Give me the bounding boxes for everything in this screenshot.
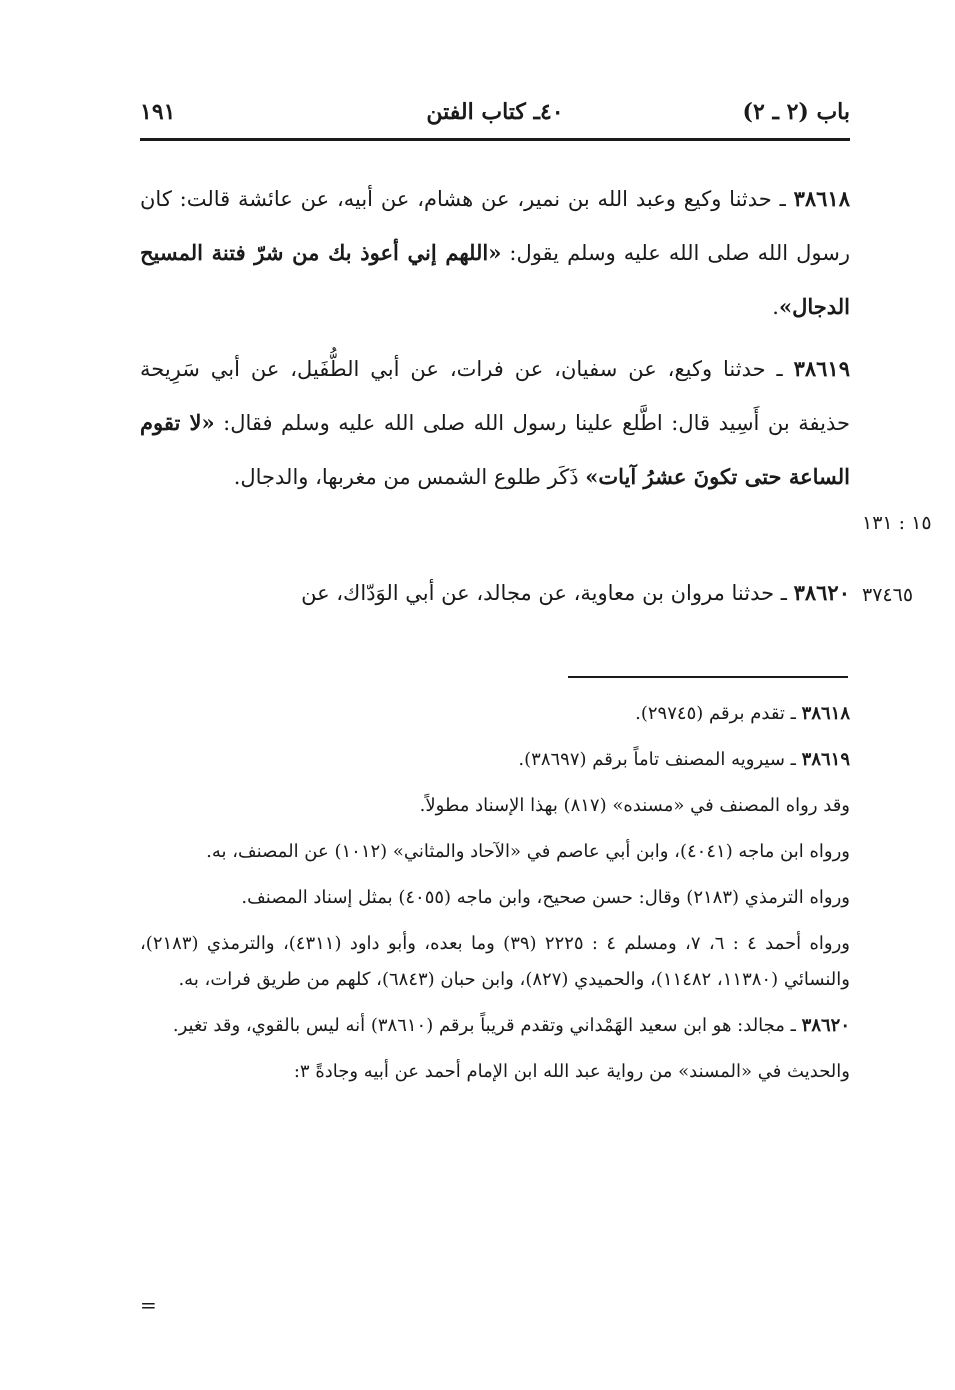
footnote (140, 696, 850, 732)
hadith-text-end: ذَكَر طلوع الشمس من مغربها، والدجال. (233, 465, 586, 489)
hadith-number: ٣٨٦١٨ (793, 186, 850, 211)
footnote: والحديث في «المسند» من رواية عبد الله ابن الإمام أحمد عن أبيه وجادةً ٣: (293, 1061, 850, 1082)
footnotes (140, 696, 850, 1100)
hadith-paragraph (140, 566, 850, 620)
hadith-number: ٣٨٦٢٠ (793, 580, 850, 605)
hadith-38620 (140, 566, 850, 620)
book-title: ٤٠ـ كتاب الفتن (426, 99, 564, 125)
hadith-quote: «اللهم إني أعوذ بك من شرّ فتنة المسيح الدجال» (140, 240, 850, 319)
footnote-number: ٣٨٦٢٠ (801, 1015, 850, 1036)
footnote-number: ٣٨٦١٩ (801, 749, 850, 770)
hadith-text: ـ حدثنا وكيع وعبد الله بن نمير، عن هشام، عن أبيه، عن عائشة قالت: كان رسول الله صلى الله عليه وسلم يقول: (140, 187, 850, 265)
page-number: ١٩١ (140, 99, 176, 125)
page-header (140, 92, 850, 132)
footnote (140, 1008, 850, 1044)
margin-reference: ٣٧٤٦٥ (862, 584, 914, 606)
chapter-heading: باب (٢ ـ ٢) (742, 99, 850, 125)
footnote-text: ـ مجالد: هو ابن سعيد الهَمْداني وتقدم قريباً برقم (٣٨٦١٠) أنه ليس بالقوي، وقد تغير. (172, 1015, 802, 1036)
footnote: ورواه ابن ماجه (٤٠٤١)، وابن أبي عاصم في «الآحاد والمثاني» (١٠١٢) عن المصنف، به. (206, 841, 850, 862)
header-rule (140, 138, 850, 141)
hadith-number: ٣٨٦١٩ (793, 356, 850, 381)
hadith-paragraph (140, 172, 850, 334)
footnote: ورواه أحمد ٤ : ٦، ٧، ومسلم ٤ : ٢٢٢٥ (٣٩) وما بعده، وأبو داود (٤٣١١)، والترمذي (٢١٨٣)، والنسائي (١١٣٨٠، ١١٤٨٢)، والحميدي (٨٢٧)، وابن حبان (٦٨٤٣)، كلهم من طريق فرات، به. (140, 933, 850, 990)
footnote: وقد رواه المصنف في «مسنده» (٨١٧) بهذا الإسناد مطولاً. (419, 795, 850, 816)
hadith-text: ـ حدثنا مروان بن معاوية، عن مجالد، عن أبي الوَدّاك، عن (301, 581, 794, 605)
footnote-text: ـ سيرويه المصنف تاماً برقم (٣٨٦٩٧). (518, 749, 802, 770)
footnote (140, 742, 850, 778)
continuation-mark: = (140, 1293, 157, 1317)
footnote-number: ٣٨٦١٨ (801, 703, 850, 724)
footnote: ورواه الترمذي (٢١٨٣) وقال: حسن صحيح، وابن ماجه (٤٠٥٥) بمثل إسناد المصنف. (241, 887, 850, 908)
hadith-text: ـ حدثنا وكيع، عن سفيان، عن فرات، عن أبي الطُّفَيل، عن أبي سَرِيحة حذيفة بن أَسِيد قال: اطَّلع علينا رسول الله صلى الله عليه وسلم فقال: (140, 357, 850, 435)
hadith-38618 (140, 172, 850, 334)
hadith-paragraph (140, 342, 850, 504)
hadith-quote: «لا تقوم الساعة حتى تكونَ عشرُ آيات» (140, 410, 850, 489)
footnote-text: ـ تقدم برقم (٢٩٧٤٥). (635, 703, 802, 724)
hadith-text-end: . (772, 295, 779, 319)
hadith-38619 (140, 342, 850, 504)
footnote-separator (568, 676, 848, 678)
margin-reference: ١٥ : ١٣١ (862, 512, 932, 534)
